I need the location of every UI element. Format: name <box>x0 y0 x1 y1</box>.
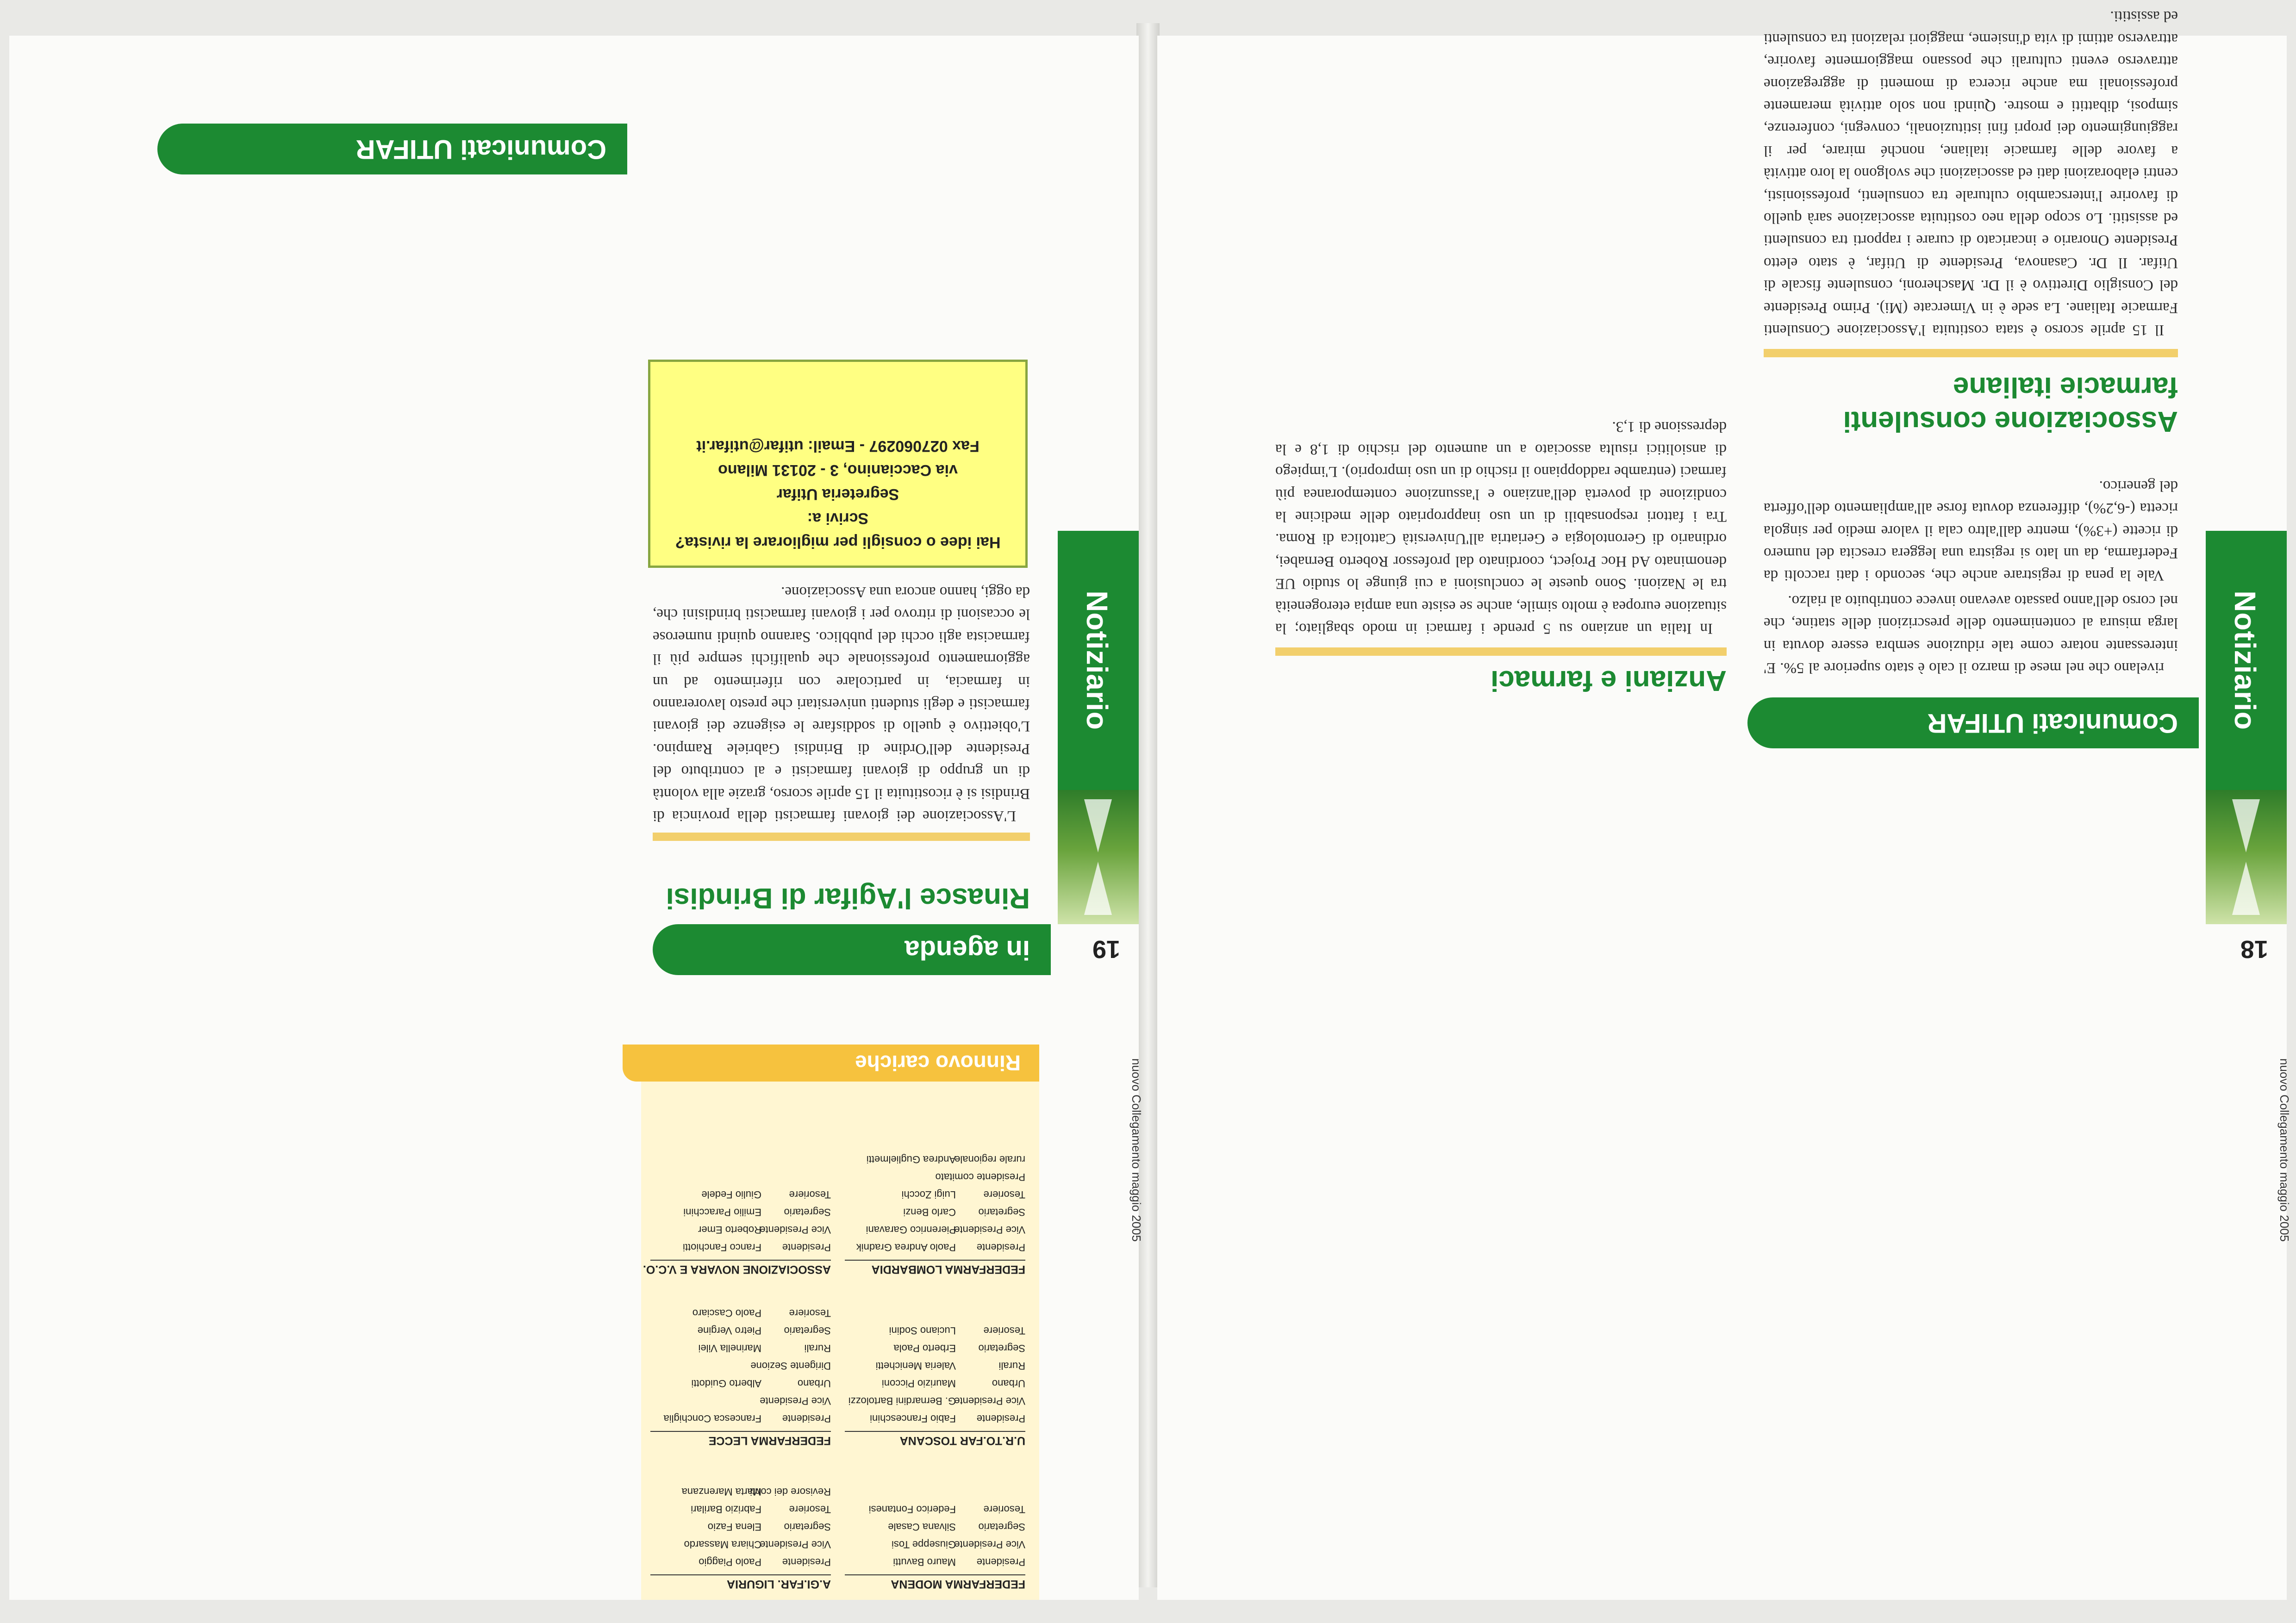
section-label: Notiziario <box>1080 591 1114 730</box>
role: Tesoriere <box>983 1189 1025 1200</box>
article-intro <box>1764 457 2178 679</box>
role: Vice Presidente <box>760 1395 831 1407</box>
role-row <box>845 1553 1025 1571</box>
role: Urbano <box>992 1378 1025 1389</box>
role-row <box>845 1238 1025 1256</box>
person: Paolo Casciaro <box>692 1307 761 1319</box>
section-label: Notiziario <box>2228 591 2262 730</box>
role-row <box>650 1553 831 1571</box>
role-row <box>650 1392 831 1410</box>
role: Tesoriere <box>983 1504 1025 1515</box>
role: Vice Presidente <box>954 1395 1025 1407</box>
role: Tesoriere <box>789 1504 831 1515</box>
role-row <box>650 1339 831 1357</box>
role: Revisore dei conti <box>750 1486 831 1498</box>
article-body <box>1275 413 1727 640</box>
rinnovo-cariche-panel <box>641 1045 1039 1600</box>
paragraph: rivelano che nel mese di marzo il calo è stato superiore al 5%. E' interessante notare come tale riduzione sembra essere dovuta in larga misura al contenimento delle prescrizioni delle statine, che nel corso dell'anno passato avevano invece contribuito al rialzo. <box>1764 592 2178 676</box>
role: Rurali <box>804 1343 831 1354</box>
role: Segretario <box>784 1206 831 1218</box>
running-footer: nuovo Collegamento maggio 2005 <box>1129 1058 1143 1242</box>
article-body <box>653 578 1030 827</box>
role-row <box>845 1536 1025 1553</box>
person: G. Bernardini Bartolozzi <box>848 1395 956 1407</box>
person: Luigi Zocchi <box>901 1189 956 1200</box>
role-row <box>650 1304 831 1322</box>
role: Segretario <box>978 1521 1025 1533</box>
person: Chiara Massardo <box>684 1539 761 1550</box>
person: Federico Fontanesi <box>868 1504 956 1515</box>
association-block <box>650 1483 831 1591</box>
running-footer: nuovo Collegamento maggio 2005 <box>2277 1058 2291 1242</box>
person: Marta Marenzana <box>681 1486 761 1498</box>
person <box>845 1168 956 1186</box>
section-banner-agenda: in agenda <box>653 924 1051 975</box>
role-row <box>650 1483 831 1500</box>
section-banner: Comunicati UTIFAR <box>1747 697 2199 748</box>
person: Elena Fazio <box>707 1521 761 1533</box>
person: Erberto Paola <box>893 1343 956 1354</box>
association-block <box>845 1322 1025 1447</box>
role-row <box>845 1322 1025 1339</box>
person: Paolo Andrea Gradnik <box>856 1242 956 1253</box>
article-title: Anziani e farmaci <box>1491 665 1727 696</box>
title-rule <box>1275 647 1727 656</box>
person: Luciano Sodini <box>889 1325 956 1337</box>
role: Rurali <box>998 1360 1025 1372</box>
role-row <box>845 1500 1025 1518</box>
notice-line: Hai idee o consigli per migliorare la rivista? <box>675 534 1001 551</box>
role: Tesoriere <box>983 1325 1025 1337</box>
article-title: Associazione consulenti farmacie italiane <box>1843 371 2178 437</box>
role: Vice Presidente <box>760 1539 831 1550</box>
role-row <box>650 1536 831 1553</box>
role-row <box>650 1186 831 1203</box>
paragraph: In Italia un anziano su 5 prende i farmaci in modo sbagliato; la situazione europea è molto simile, anche se esiste una ampia eterogeneità tra le Nazioni. Sono queste le conclusioni a cui giunge lo studio UE denominato Ad Hoc Project, coordinato dal professor Roberto Bernabei, ordinario di Gerontologia e Geriatria all'Università Cattolica di Roma. Tra i fattori responsabili di un uso inappropriato delle medicine la condizione di povertà dell'anziano e l'assunzione contemporanea più farmaci (entrambe raddoppiano il rischio di un uso improprio). L'impiego di ansiolitici risulta associato a un aumento del rischio di 1,8 e la depressione di 1,3. <box>1275 418 1727 637</box>
role: Vice Presidente <box>760 1224 831 1236</box>
person: Pietro Vergine <box>697 1325 761 1337</box>
page-19 <box>9 36 1143 1600</box>
association-name: ASSOCIAZIONE NOVARA E V.C.O. <box>650 1260 831 1276</box>
role-row <box>845 1339 1025 1357</box>
notice-line: Scrivi a: <box>807 510 869 527</box>
role: Segretario <box>978 1206 1025 1218</box>
role: Presidente <box>782 1413 831 1424</box>
role: Segretario <box>978 1343 1025 1354</box>
role: rurale regionale <box>955 1154 1025 1165</box>
role-row <box>650 1357 831 1374</box>
role: Presidente <box>976 1413 1025 1424</box>
page-18 <box>1157 8 2291 1600</box>
role-row <box>845 1410 1025 1427</box>
role: Vice Presidente <box>954 1539 1025 1550</box>
page-number: 18 <box>2240 935 2268 963</box>
role: Vice Presidente <box>954 1224 1025 1236</box>
hourglass-icon <box>1084 799 1112 915</box>
role: Segretario <box>784 1325 831 1337</box>
article-title: Rinasce l'Agifar di Brindisi <box>666 882 1030 914</box>
role-row <box>845 1374 1025 1392</box>
association-block <box>643 1186 831 1276</box>
role-row <box>650 1518 831 1536</box>
person: Mauro Bavutti <box>893 1556 956 1568</box>
paragraph: Il 15 aprile scorso è stata costituita l'Associazione Consulenti Farmacie Italiane. La sede è in Vimercate (Mi). Primo Presidente del Consiglio Direttivo è il Dr. Mascheroni, consulente fiscale di Utifar. Il Dr. Casanova, Presidente di Utifar, è stato eletto Presidente Onorario e incaricato di curare i rapporti tra consulenti ed assistiti. Lo scopo della neo costituita associazione sarà quello di favorire l'interscambio culturale tra consulenti, professionisti, centri elaborazioni dati ed associazioni che svolgono la loro attività a favore delle farmacie italiane, nonché mirare, per il raggiungimento dei propri fini istituzionali, convegni, conferenze, simposi, dibattiti e mostre. Quindi non solo attività meramente professionali ma anche ricerca di momenti di aggregazione attraverso eventi culturali che possano maggiormente favorire, attraverso attimi di vita d'insieme, maggiori relazioni tra consulenti ed assistiti. <box>1764 8 2178 338</box>
role: Presidente <box>782 1242 831 1253</box>
person: Pierenrico Garavani <box>866 1224 956 1236</box>
association-name: FEDERFARMA LOMBARDIA <box>845 1260 1025 1276</box>
role-row <box>650 1221 831 1238</box>
reader-feedback-box <box>648 360 1028 568</box>
role: Segretario <box>784 1521 831 1533</box>
person: Franco Fanchiotti <box>683 1242 761 1253</box>
person: Roberto Emer <box>698 1224 761 1236</box>
person: Silvana Casale <box>888 1521 956 1533</box>
panel-title: Rinnovo cariche <box>623 1045 1039 1082</box>
role: Presidente comitato <box>935 1171 1025 1183</box>
person: Fabrizio Barilari <box>691 1504 761 1515</box>
association-name: FEDERFARMA LECCE <box>650 1431 831 1447</box>
role-row <box>845 1221 1025 1238</box>
association-name: U.R.TO.FAR TOSCANA <box>845 1431 1025 1447</box>
person: Emilio Paracchini <box>683 1206 761 1218</box>
role: Presidente <box>976 1242 1025 1253</box>
person <box>650 1392 761 1410</box>
person: Valeria Menichetti <box>875 1360 956 1372</box>
person: Carlo Benzi <box>903 1206 956 1218</box>
person: Andrea Guglielmetti <box>866 1154 956 1165</box>
role-row <box>845 1203 1025 1221</box>
role-row <box>845 1357 1025 1374</box>
role-row <box>650 1238 831 1256</box>
title-rule <box>1764 349 2178 357</box>
role-row <box>650 1374 831 1392</box>
role: Tesoriere <box>789 1189 831 1200</box>
role-row <box>845 1150 1025 1168</box>
person: Maurizio Picconi <box>881 1378 956 1389</box>
role-row <box>845 1186 1025 1203</box>
person: Fabio Franceschini <box>870 1413 956 1424</box>
role: Presidente <box>976 1556 1025 1568</box>
article-body <box>1764 0 2178 341</box>
association-block <box>650 1304 831 1447</box>
person: Alberto Guidotti <box>691 1378 761 1389</box>
role: Presidente <box>782 1556 831 1568</box>
person: Francesca Conchiglia <box>663 1413 761 1424</box>
page-number: 19 <box>1092 935 1120 963</box>
role-row <box>650 1500 831 1518</box>
person: Giuseppe Tosi <box>891 1539 956 1550</box>
role: Tesoriere <box>789 1307 831 1319</box>
section-banner: Comunicati UTIFAR <box>157 124 627 174</box>
notice-line: via Caccianino, 3 - 20131 Milano <box>718 461 958 479</box>
person: Giulio Fedele <box>701 1189 761 1200</box>
association-name: FEDERFARMA MODENA <box>845 1574 1025 1591</box>
association-name: A.GI.FAR. LIGURIA <box>650 1574 831 1591</box>
paragraph: L'Associazione dei giovani farmacisti della provincia di Brindisi si è ricostituita il 15 aprile scorso, grazie alla volontà di un gruppo di giovani farmacisti e al contributo del Presidente dell'Ordine di Brindisi Gabriele Rampino. L'obiettivo è quello di soddisfare le esigenze dei giovani farmacisti e degli studenti universitari che presto lavoreranno in farmacia, in particolare con riferimento ad un aggiornamento professionale che qualifichi sempre più il farmacista agli occhi del pubblico. Saranno quindi numerose le occasioni di ritrovo per i giovani farmacisti brindisini che, da oggi, hanno ancora una Associazione. <box>653 583 1030 824</box>
role-row <box>845 1518 1025 1536</box>
role-row <box>650 1410 831 1427</box>
person: Marinella Vilei <box>698 1343 761 1354</box>
paragraph: Vale la pena di registrare anche che, secondo i dati raccolti da Federfarma, da un lato si registra una leggera crescita del numero di ricette (+3%), mentre dall'altro cala il valore medio per singola ricetta (-6,2%), differenza dovuta forse all'ampliamento dell'offerta del generico. <box>1764 477 2178 584</box>
person: Paolo Piaggio <box>699 1556 761 1568</box>
association-block <box>845 1150 1025 1276</box>
role: Urbano <box>797 1378 831 1389</box>
hourglass-icon <box>2232 799 2260 915</box>
role-row <box>650 1322 831 1339</box>
notice-line: Segreteria Utifar <box>776 485 899 503</box>
role-row <box>650 1203 831 1221</box>
title-rule <box>653 833 1030 841</box>
association-block <box>845 1500 1025 1591</box>
role: Dirigente Sezione <box>750 1360 831 1372</box>
notice-line: Fax 027060297 - Email: utifar@utifar.it <box>696 437 980 455</box>
role-row <box>845 1168 1025 1186</box>
role-row <box>845 1392 1025 1410</box>
person <box>650 1357 761 1374</box>
